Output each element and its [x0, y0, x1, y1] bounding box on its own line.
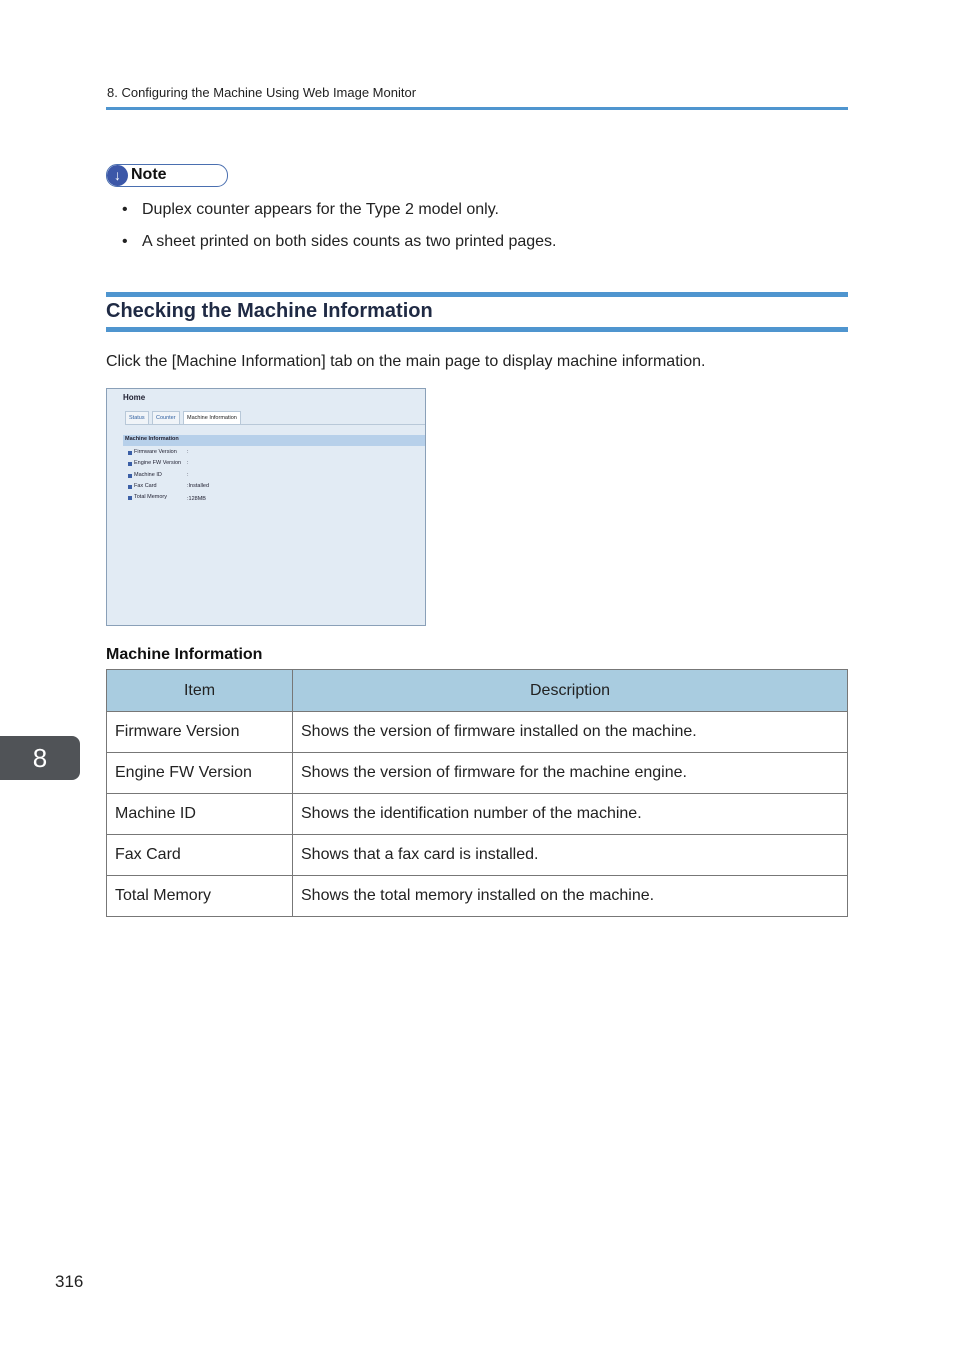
screenshot-row-label: Machine ID: [134, 472, 162, 478]
header-rule: [106, 107, 848, 110]
screenshot-row-value: :Installed: [187, 483, 210, 489]
screenshot-tab-status: Status: [125, 411, 149, 425]
screenshot-row-value: :: [187, 449, 189, 455]
table-header-item: Item: [107, 670, 293, 712]
screenshot-row-value: :: [187, 472, 189, 478]
screenshot-row-value: :128MB: [187, 496, 206, 502]
table-cell-item: Total Memory: [107, 876, 293, 917]
table-row: [107, 876, 848, 917]
screenshot-section-bar: [123, 435, 425, 446]
table-cell-description: Shows the version of firmware installed on the machine.: [293, 712, 848, 753]
screenshot-row-label: Engine FW Version: [134, 460, 182, 466]
table-row: [107, 835, 848, 876]
table-header-description: Description: [293, 670, 848, 712]
square-bullet-icon: [128, 474, 132, 478]
table-cell-item: Engine FW Version: [107, 753, 293, 794]
bullet-dot-icon: •: [122, 201, 128, 218]
table-cell-description: Shows the total memory installed on the machine.: [293, 876, 848, 917]
table-cell-item: Fax Card: [107, 835, 293, 876]
square-bullet-icon: [128, 462, 132, 466]
table-cell-description: Shows the version of firmware for the machine engine.: [293, 753, 848, 794]
square-bullet-icon: [128, 485, 132, 489]
table-cell-description: Shows the identification number of the machine.: [293, 794, 848, 835]
screenshot-row-value: :: [187, 460, 189, 466]
bullet-dot-icon: •: [122, 233, 128, 250]
table-cell-item: Machine ID: [107, 794, 293, 835]
screenshot-row-label: Firmware Version: [134, 449, 177, 455]
square-bullet-icon: [128, 451, 132, 455]
screenshot-section-title: Machine Information: [125, 436, 179, 442]
note-badge: [106, 164, 228, 187]
down-arrow-icon: ↓: [107, 165, 128, 186]
section-rule-bottom: [106, 327, 848, 332]
table-row: [107, 712, 848, 753]
table-header-row: [107, 670, 848, 712]
machine-information-table: [106, 669, 848, 917]
page-number: 316: [55, 1272, 84, 1291]
table-cell-description: Shows that a fax card is installed.: [293, 835, 848, 876]
note-label: Note: [131, 166, 167, 183]
square-bullet-icon: [128, 496, 132, 500]
table-caption: Machine Information: [106, 646, 263, 663]
chapter-tab: 8: [0, 736, 80, 780]
screenshot-tab-machine-information: Machine Information: [183, 411, 241, 425]
screenshot-home-title: Home: [123, 393, 146, 402]
screenshot-row-label: Fax Card: [134, 483, 157, 489]
table-row: [107, 753, 848, 794]
note-bullet: [122, 233, 557, 251]
running-header: 8. Configuring the Machine Using Web Image Monitor: [107, 85, 417, 100]
note-bullet-text: A sheet printed on both sides counts as two printed pages.: [142, 233, 557, 250]
note-bullet: [122, 201, 499, 219]
table-row: [107, 794, 848, 835]
table-cell-item: Firmware Version: [107, 712, 293, 753]
machine-information-screenshot: [106, 388, 426, 626]
screenshot-tab-line: [125, 424, 425, 425]
section-title: Checking the Machine Information: [106, 300, 433, 322]
screenshot-tab-counter: Counter: [152, 411, 180, 425]
screenshot-row-label: Total Memory: [134, 494, 168, 500]
section-rule-top: [106, 292, 848, 297]
note-bullet-text: Duplex counter appears for the Type 2 model only.: [142, 201, 499, 218]
section-intro: Click the [Machine Information] tab on the main page to display machine information.: [106, 353, 706, 370]
